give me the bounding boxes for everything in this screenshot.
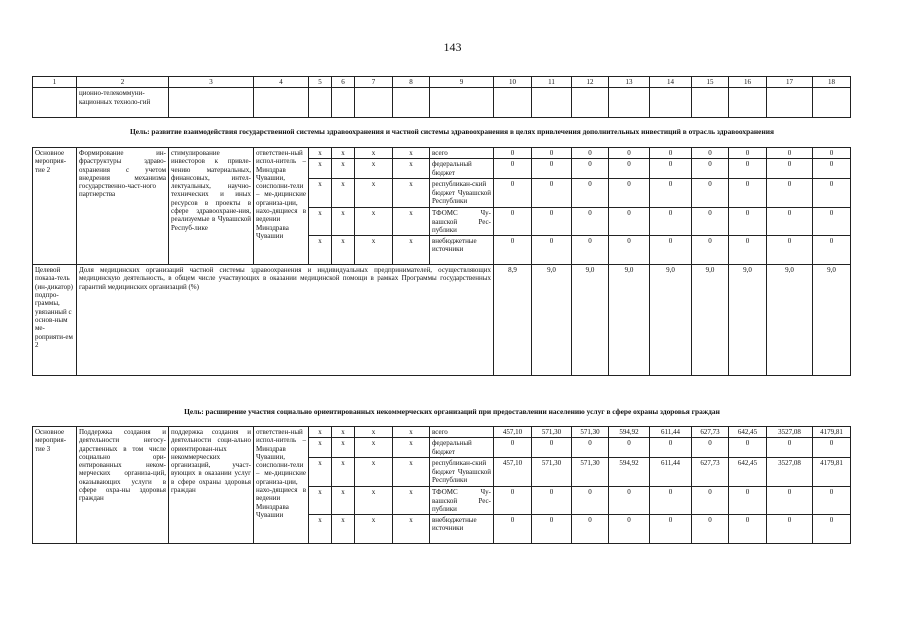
- value-cell: 0: [729, 438, 767, 458]
- mark-cell: x: [355, 438, 393, 458]
- event-code: Основное мероприя-тие 2: [33, 148, 77, 265]
- value-cell: 0: [767, 487, 813, 515]
- header-cell: 18: [813, 77, 851, 88]
- target-value: 9,0: [813, 265, 851, 376]
- value-cell: 0: [609, 159, 650, 179]
- value-cell: 3527,08: [767, 427, 813, 438]
- target-value: 9,0: [692, 265, 729, 376]
- value-cell: 0: [692, 515, 729, 544]
- mark-cell: x: [332, 515, 355, 544]
- value-cell: 0: [572, 438, 609, 458]
- funding-row: [33, 427, 851, 438]
- value-cell: 0: [494, 208, 532, 236]
- value-cell: 457,10: [494, 458, 532, 487]
- value-cell: 0: [813, 179, 851, 208]
- mark-cell: x: [309, 236, 332, 265]
- value-cell: 0: [692, 487, 729, 515]
- value-cell: 0: [532, 159, 572, 179]
- value-cell: 4179,81: [813, 458, 851, 487]
- funding-source: федеральный бюджет: [430, 438, 494, 458]
- mark-cell: x: [309, 458, 332, 487]
- value-cell: 0: [494, 438, 532, 458]
- value-cell: 0: [532, 487, 572, 515]
- value-cell: 0: [813, 487, 851, 515]
- value-cell: 0: [572, 236, 609, 265]
- value-cell: 0: [650, 159, 692, 179]
- header-cell: 1: [33, 77, 77, 88]
- value-cell: 0: [650, 515, 692, 544]
- mark-cell: x: [393, 236, 430, 265]
- value-cell: 571,30: [572, 458, 609, 487]
- value-cell: 0: [692, 148, 729, 159]
- mark-cell: x: [393, 438, 430, 458]
- mark-cell: x: [393, 179, 430, 208]
- value-cell: 0: [729, 236, 767, 265]
- target-value: 9,0: [532, 265, 572, 376]
- table-top: [32, 76, 851, 118]
- mark-cell: x: [355, 159, 393, 179]
- table-event-2: [32, 147, 851, 376]
- mark-cell: x: [332, 458, 355, 487]
- value-cell: 0: [692, 159, 729, 179]
- value-cell: 0: [729, 208, 767, 236]
- value-cell: 0: [813, 159, 851, 179]
- mark-cell: x: [393, 427, 430, 438]
- value-cell: 0: [767, 159, 813, 179]
- value-cell: 0: [609, 487, 650, 515]
- mark-cell: x: [355, 148, 393, 159]
- mark-cell: x: [355, 458, 393, 487]
- header-cell: 16: [729, 77, 767, 88]
- mark-cell: x: [355, 236, 393, 265]
- funding-source: всего: [430, 427, 494, 438]
- value-cell: 0: [813, 148, 851, 159]
- mark-cell: x: [309, 487, 332, 515]
- value-cell: 4179,81: [813, 427, 851, 438]
- value-cell: 0: [650, 236, 692, 265]
- header-cell: 11: [532, 77, 572, 88]
- mark-cell: x: [332, 236, 355, 265]
- header-cell: 12: [572, 77, 609, 88]
- mark-cell: x: [332, 438, 355, 458]
- header-cell: 8: [393, 77, 430, 88]
- funding-source: республикан-ский бюджет Чувашской Республики: [430, 458, 494, 487]
- value-cell: 0: [767, 179, 813, 208]
- value-cell: 611,44: [650, 458, 692, 487]
- value-cell: 0: [494, 179, 532, 208]
- value-cell: 0: [767, 148, 813, 159]
- funding-source: федеральный бюджет: [430, 159, 494, 179]
- value-cell: 0: [532, 208, 572, 236]
- value-cell: 0: [532, 148, 572, 159]
- value-cell: 0: [572, 208, 609, 236]
- value-cell: 611,44: [650, 427, 692, 438]
- value-cell: 0: [532, 179, 572, 208]
- value-cell: 0: [767, 438, 813, 458]
- mark-cell: x: [355, 515, 393, 544]
- funding-source: внебюджетные источники: [430, 236, 494, 265]
- goal-heading-1: Цель: развитие взаимодействия государственной системы здравоохранения и частной системы здравоохранения в целях привлечения дополнительных инвестиций в отрасль здравоохранения: [130, 127, 774, 136]
- carry-over-row: [33, 88, 851, 118]
- value-cell: 0: [813, 208, 851, 236]
- funding-source: ТФОМС Чу-вашской Рес-публики: [430, 208, 494, 236]
- value-cell: 0: [692, 179, 729, 208]
- mark-cell: x: [332, 487, 355, 515]
- header-cell: 4: [254, 77, 309, 88]
- value-cell: 627,73: [692, 458, 729, 487]
- carry-over-text: ционно-телекоммуни-кационных техноло-гий: [77, 88, 169, 118]
- value-cell: 0: [650, 438, 692, 458]
- funding-source: ТФОМС Чу-вашской Рес-публики: [430, 487, 494, 515]
- mark-cell: x: [309, 427, 332, 438]
- value-cell: 0: [609, 438, 650, 458]
- mark-cell: x: [309, 159, 332, 179]
- mark-cell: x: [332, 148, 355, 159]
- target-row: [33, 265, 851, 376]
- value-cell: 642,45: [729, 427, 767, 438]
- mark-cell: x: [309, 515, 332, 544]
- value-cell: 0: [572, 515, 609, 544]
- target-description: Доля медицинских организаций частной системы здравоохранения и индивидуальных предпринимателей, осуществляющих медицинскую деятельность, в общем числе участвующих в оказании медицинской помощи в рамках Программы государственных гарантий медицинских организаций (%): [77, 265, 494, 376]
- value-cell: 0: [494, 515, 532, 544]
- table-event-3: [32, 426, 851, 544]
- value-cell: 0: [729, 487, 767, 515]
- mark-cell: x: [355, 208, 393, 236]
- value-cell: 594,92: [609, 458, 650, 487]
- mark-cell: x: [332, 208, 355, 236]
- goal-heading-2: Цель: расширение участия социально ориентированных некоммерческих организаций при предоставлении населению услуг в сфере охраны здоровья граждан: [184, 407, 720, 416]
- value-cell: 0: [650, 487, 692, 515]
- value-cell: 0: [609, 179, 650, 208]
- mark-cell: x: [309, 208, 332, 236]
- event-name: Формирование ин-фраструктуры здраво-охранения с учетом внедрения механизма государственно-част-ного партнерства: [77, 148, 169, 265]
- value-cell: 0: [572, 179, 609, 208]
- header-cell: 9: [430, 77, 494, 88]
- header-cell: 6: [332, 77, 355, 88]
- value-cell: 0: [609, 515, 650, 544]
- header-cell: 5: [309, 77, 332, 88]
- value-cell: 0: [532, 236, 572, 265]
- event-goal: поддержка создания и деятельности соци-ально ориентирован-ных некоммерческих организаций, участ-вующих в оказании услуг в сфере охраны здоровья граждан: [169, 427, 254, 544]
- value-cell: 457,10: [494, 427, 532, 438]
- value-cell: 627,73: [692, 427, 729, 438]
- value-cell: 3527,08: [767, 458, 813, 487]
- mark-cell: x: [393, 148, 430, 159]
- value-cell: 0: [729, 148, 767, 159]
- target-value: 9,0: [572, 265, 609, 376]
- value-cell: 0: [650, 148, 692, 159]
- mark-cell: x: [309, 179, 332, 208]
- funding-row: [33, 148, 851, 159]
- value-cell: 0: [572, 159, 609, 179]
- mark-cell: x: [393, 487, 430, 515]
- mark-cell: x: [393, 208, 430, 236]
- header-cell: 10: [494, 77, 532, 88]
- mark-cell: x: [393, 515, 430, 544]
- value-cell: 0: [692, 208, 729, 236]
- value-cell: 0: [813, 236, 851, 265]
- value-cell: 0: [767, 236, 813, 265]
- value-cell: 642,45: [729, 458, 767, 487]
- value-cell: 0: [767, 208, 813, 236]
- header-cell: 7: [355, 77, 393, 88]
- funding-source: всего: [430, 148, 494, 159]
- event-name: Поддержка создания и деятельности негосу-дарственных в том числе социально ори-ентированных неком-мерческих организа-ций, оказывающих услуги в сфере охра-ны здоровья граждан: [77, 427, 169, 544]
- event-executor: ответствен-ный испол-нитель – Минздрав Чувашии, соисполни-тели – ме-дицинские организа-ции, нахо-дящиеся в ведении Минздрава Чувашии: [254, 148, 309, 265]
- target-value: 9,0: [650, 265, 692, 376]
- value-cell: 0: [572, 487, 609, 515]
- page-number: 143: [443, 40, 462, 54]
- mark-cell: x: [393, 159, 430, 179]
- value-cell: 0: [532, 438, 572, 458]
- value-cell: 0: [729, 179, 767, 208]
- event-goal: стимулирование инвесторов к привле-чению материальных, финансовых, интел-лектуальных, научно-технических и иных ресурсов в проекты в сфере здравоохране-ния, реализуемые в Чувашской Респуб-лике: [169, 148, 254, 265]
- header-cell: 15: [692, 77, 729, 88]
- target-value: 8,9: [494, 265, 532, 376]
- value-cell: 0: [609, 208, 650, 236]
- mark-cell: x: [332, 427, 355, 438]
- value-cell: 571,30: [532, 458, 572, 487]
- value-cell: 571,30: [572, 427, 609, 438]
- mark-cell: x: [332, 179, 355, 208]
- value-cell: 0: [767, 515, 813, 544]
- mark-cell: x: [355, 179, 393, 208]
- value-cell: 0: [813, 438, 851, 458]
- value-cell: 594,92: [609, 427, 650, 438]
- event-code: Основное мероприя-тие 3: [33, 427, 77, 544]
- mark-cell: x: [355, 427, 393, 438]
- value-cell: 0: [692, 236, 729, 265]
- value-cell: 0: [494, 236, 532, 265]
- value-cell: 0: [692, 438, 729, 458]
- value-cell: 0: [494, 159, 532, 179]
- value-cell: 0: [609, 148, 650, 159]
- event-executor: ответствен-ный испол-нитель – Минздрав Чувашии, соисполни-тели – ме-дицинские организа-ции, нахо-дящиеся в ведении Минздрава Чувашии: [254, 427, 309, 544]
- value-cell: 0: [729, 159, 767, 179]
- value-cell: 571,30: [532, 427, 572, 438]
- header-cell: 17: [767, 77, 813, 88]
- funding-source: республикан-ский бюджет Чувашской Республики: [430, 179, 494, 208]
- target-value: 9,0: [767, 265, 813, 376]
- mark-cell: x: [355, 487, 393, 515]
- value-cell: 0: [650, 208, 692, 236]
- header-row: [33, 77, 851, 88]
- value-cell: 0: [813, 515, 851, 544]
- value-cell: 0: [609, 236, 650, 265]
- target-value: 9,0: [609, 265, 650, 376]
- mark-cell: x: [393, 458, 430, 487]
- value-cell: 0: [650, 179, 692, 208]
- target-value: 9,0: [729, 265, 767, 376]
- mark-cell: x: [309, 438, 332, 458]
- value-cell: 0: [494, 148, 532, 159]
- value-cell: 0: [494, 487, 532, 515]
- mark-cell: x: [332, 159, 355, 179]
- value-cell: 0: [572, 148, 609, 159]
- funding-source: внебюджетные источники: [430, 515, 494, 544]
- header-cell: 2: [77, 77, 169, 88]
- mark-cell: x: [309, 148, 332, 159]
- target-label: Целевой показа-тель (ин-дикатор) подпро-граммы, увязанный с основ-ным ме-роприяти-ем 2: [33, 265, 77, 376]
- header-cell: 14: [650, 77, 692, 88]
- header-cell: 3: [169, 77, 254, 88]
- value-cell: 0: [532, 515, 572, 544]
- value-cell: 0: [729, 515, 767, 544]
- header-cell: 13: [609, 77, 650, 88]
